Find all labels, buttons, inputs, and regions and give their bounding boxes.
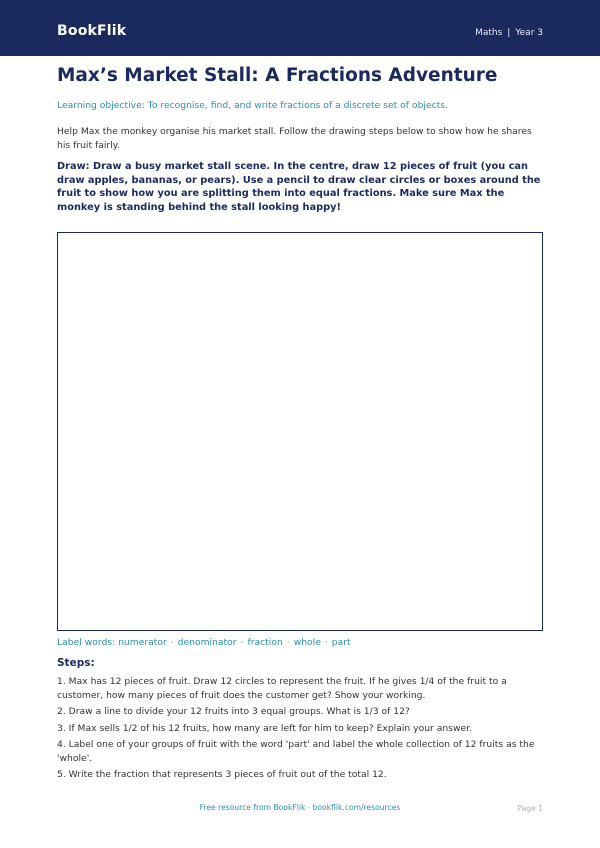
label-word-separator: · [286,637,290,648]
steps-heading: Steps: [57,657,95,669]
header-separator: | [507,28,511,38]
worksheet-title: Max’s Market Stall: A Fractions Adventure [57,65,498,86]
footer-credit: Free resource from BookFlik · bookflik.com/resources [199,803,401,812]
step-item: 5. Write the fraction that represents 3 pieces of fruit out of the total 12. [57,769,387,780]
label-word: denominator [177,637,237,648]
step-item: 1. Max has 12 pieces of fruit. Draw 12 circles to represent the fruit. If he gives 1/4 of the fruit to a customer, how many pieces of fruit does the customer get? Show your working. [57,676,507,701]
label-word-separator: · [170,637,174,648]
page-number: Page 1 [517,804,543,813]
intro-text: Help Max the monkey organise his market stall. Follow the drawing steps below to show how he shares his fruit fairly. [57,126,532,151]
label-word-separator: · [240,637,244,648]
learning-objective: Learning objective: To recognise, find, and write fractions of a discrete set of objects. [57,100,448,111]
drawing-area[interactable] [57,232,543,631]
subject-year-label [475,28,543,38]
brand-logo-text: BookFlik [57,23,127,39]
subject-label: Maths [475,28,503,38]
step-item: 4. Label one of your groups of fruit with the word 'part' and label the whole collection of 12 fruits as the 'whole'. [57,739,535,764]
label-words-prefix: Label words: [57,637,116,648]
label-words [57,637,351,648]
label-word: numerator [118,637,167,648]
label-word: part [331,637,351,648]
label-word: whole [293,637,321,648]
label-word: fraction [247,637,283,648]
step-item: 2. Draw a line to divide your 12 fruits into 3 equal groups. What is 1/3 of 12? [57,706,410,717]
label-word-separator: · [324,637,328,648]
draw-instruction: Draw: Draw a busy market stall scene. In the centre, draw 12 pieces of fruit (you can draw apples, bananas, or pears). Use a pencil to draw clear circles or boxes around the fruit to show how you are splitting them into equal fractions. Make sure Max the monkey is standing behind the stall looking happy! [57,161,541,213]
year-label: Year 3 [515,28,543,38]
steps-list [57,675,547,785]
step-item: 3. If Max sells 1/2 of his 12 fruits, how many are left for him to keep? Explain your answer. [57,722,472,734]
page-header [0,0,600,56]
